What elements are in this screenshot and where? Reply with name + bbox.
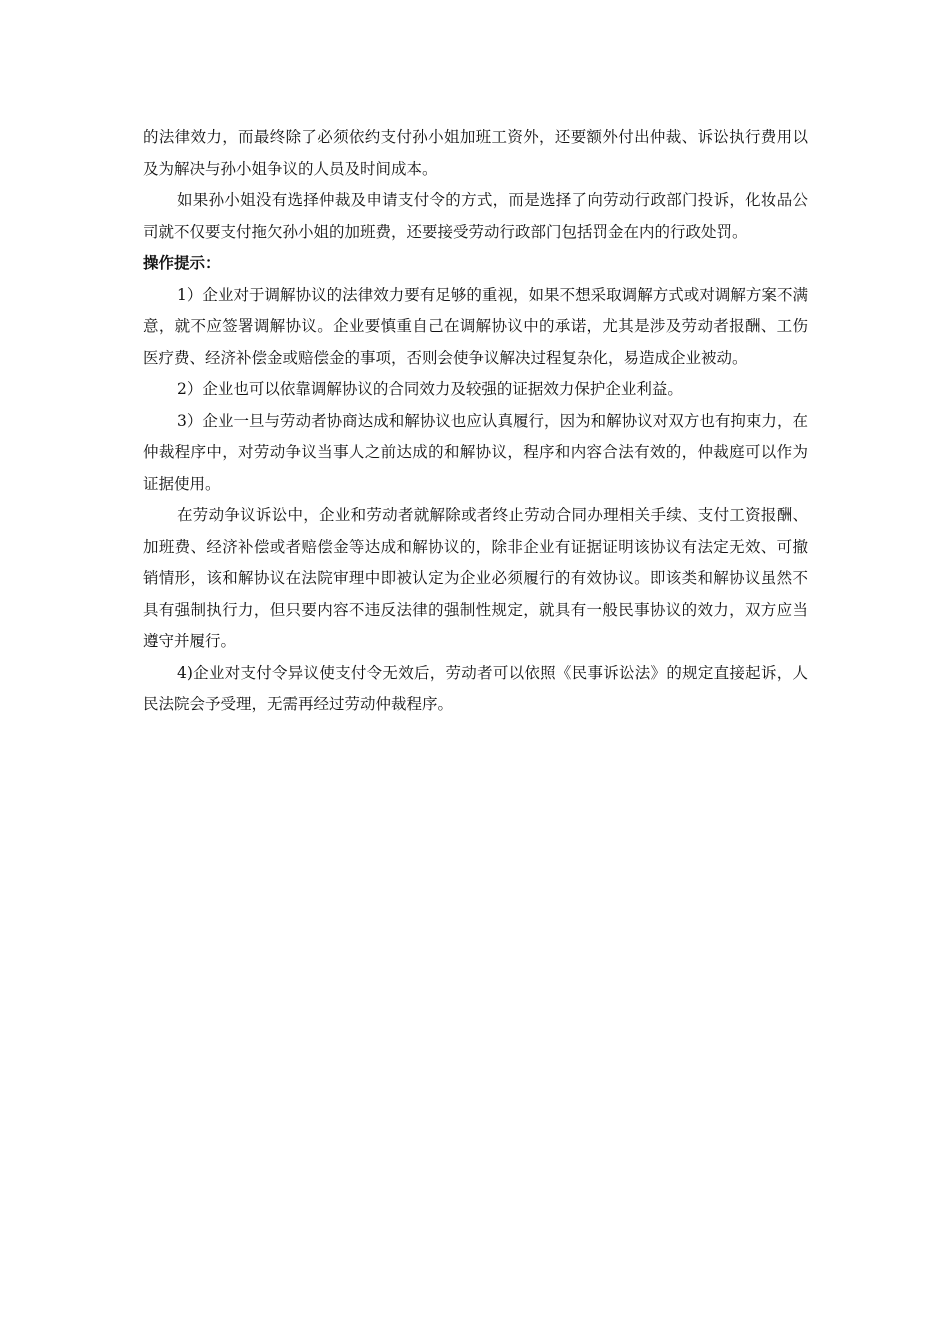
document-page xyxy=(143,122,808,721)
paragraph-complaint: 如果孙小姐没有选择仲裁及申请支付令的方式，而是选择了向劳动行政部门投诉，化妆品公司就不仅要支付拖欠孙小姐的加班费，还要接受劳动行政部门包括罚金在内的行政处罚。 xyxy=(143,191,808,241)
tip-3-continued: 在劳动争议诉讼中，企业和劳动者就解除或者终止劳动合同办理相关手续、支付工资报酬、加班费、经济补偿或者赔偿金等达成和解协议的，除非企业有证据证明该协议有法定无效、可撤销情形，该和解协议在法院审理中即被认定为企业必须履行的有效协议。即该类和解协议虽然不具有强制执行力，但只要内容不违反法律的强制性规定，就具有一般民事协议的效力，双方应当遵守并履行。 xyxy=(143,506,808,650)
paragraph-continuation: 的法律效力，而最终除了必须依约支付孙小姐加班工资外，还要额外付出仲裁、诉讼执行费用以及为解决与孙小姐争议的人员及时间成本。 xyxy=(143,128,808,178)
tip-2: 2）企业也可以依靠调解协议的合同效力及较强的证据效力保护企业利益。 xyxy=(177,380,683,398)
tip-1: 1）企业对于调解协议的法律效力要有足够的重视，如果不想采取调解方式或对调解方案不满意，就不应签署调解协议。企业要慎重自己在调解协议中的承诺，尤其是涉及劳动者报酬、工伤医疗费、经济补偿金或赔偿金的事项，否则会使争议解决过程复杂化，易造成企业被动。 xyxy=(143,285,808,367)
section-heading: 操作提示： xyxy=(143,254,221,272)
tip-3: 3）企业一旦与劳动者协商达成和解协议也应认真履行，因为和解协议对双方也有拘束力，在仲裁程序中，对劳动争议当事人之前达成的和解协议，程序和内容合法有效的，仲裁庭可以作为证据使用。 xyxy=(143,411,808,493)
tip-4: 4)企业对支付令异议使支付令无效后，劳动者可以依照《民事诉讼法》的规定直接起诉，人民法院会予受理，无需再经过劳动仲裁程序。 xyxy=(143,663,808,713)
